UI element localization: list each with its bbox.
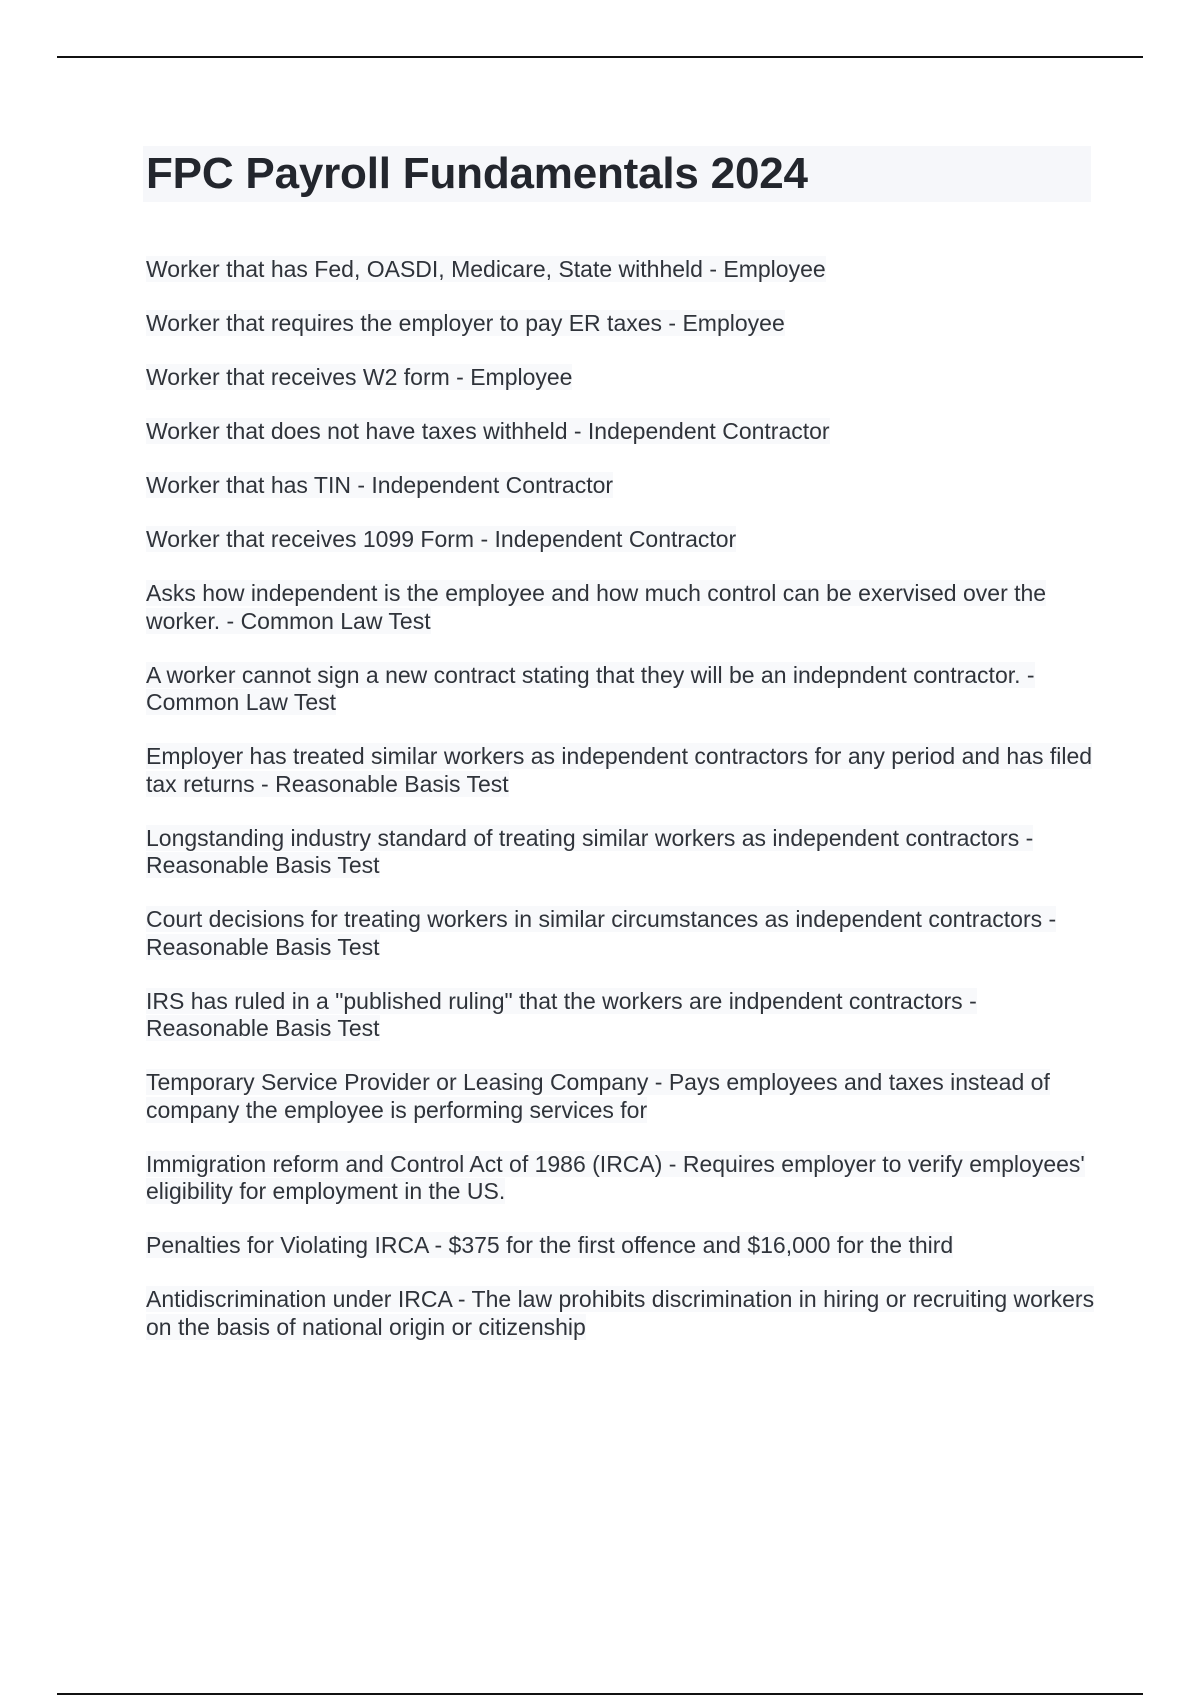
list-item bbox=[146, 988, 1096, 1043]
list-item bbox=[146, 364, 1096, 392]
list-item bbox=[146, 1232, 1096, 1260]
list-item-text: Employer has treated similar workers as independent contractors for any period and has filed tax returns - Reasonable Basis Test bbox=[146, 743, 1093, 797]
list-item bbox=[146, 526, 1096, 554]
list-item bbox=[146, 418, 1096, 446]
list-item-text: Worker that does not have taxes withheld - Independent Contractor bbox=[146, 418, 830, 444]
list-item bbox=[146, 472, 1096, 500]
list-item-text: Penalties for Violating IRCA - $375 for the first offence and $16,000 for the third bbox=[146, 1232, 954, 1258]
list-item-text: Temporary Service Provider or Leasing Company - Pays employees and taxes instead of company the employee is performing services for bbox=[146, 1069, 1050, 1123]
list-item-text: Worker that has TIN - Independent Contractor bbox=[146, 472, 614, 498]
list-item-text: Asks how independent is the employee and how much control can be exervised over the worker. - Common Law Test bbox=[146, 580, 1047, 634]
top-divider bbox=[57, 56, 1143, 58]
list-item bbox=[146, 906, 1096, 961]
list-item-text: Worker that has Fed, OASDI, Medicare, State withheld - Employee bbox=[146, 256, 826, 282]
list-item bbox=[146, 1286, 1096, 1341]
list-item bbox=[146, 256, 1096, 284]
list-item-text: Immigration reform and Control Act of 1986 (IRCA) - Requires employer to verify employees' eligibility for employment in the US. bbox=[146, 1150, 1085, 1204]
list-item-text: Worker that receives 1099 Form - Independent Contractor bbox=[146, 526, 737, 552]
list-item bbox=[146, 825, 1096, 880]
list-item-text: Court decisions for treating workers in similar circumstances as independent contractors - Reasonable Basis Test bbox=[146, 906, 1057, 960]
list-item-text: IRS has ruled in a "published ruling" that the workers are indpendent contractors - Reasonable Basis Test bbox=[146, 987, 977, 1041]
list-item-text: A worker cannot sign a new contract stating that they will be an indepndent contractor. - Common Law Test bbox=[146, 661, 1035, 715]
list-item bbox=[146, 1069, 1096, 1124]
list-item bbox=[146, 310, 1096, 338]
page-title: FPC Payroll Fundamentals 2024 bbox=[146, 149, 808, 198]
bottom-divider bbox=[57, 1693, 1143, 1695]
list-item-text: Longstanding industry standard of treating similar workers as independent contractors - Reasonable Basis Test bbox=[146, 824, 1034, 878]
list-item-text: Worker that requires the employer to pay ER taxes - Employee bbox=[146, 310, 785, 336]
list-item bbox=[146, 1151, 1096, 1206]
list-item bbox=[146, 580, 1096, 635]
flashcard-list bbox=[146, 256, 1096, 1368]
list-item-text: Antidiscrimination under IRCA - The law prohibits discrimination in hiring or recruiting workers on the basis of national origin or citizenship bbox=[146, 1286, 1095, 1340]
list-item bbox=[146, 662, 1096, 717]
list-item-text: Worker that receives W2 form - Employee bbox=[146, 364, 573, 390]
list-item bbox=[146, 743, 1096, 798]
